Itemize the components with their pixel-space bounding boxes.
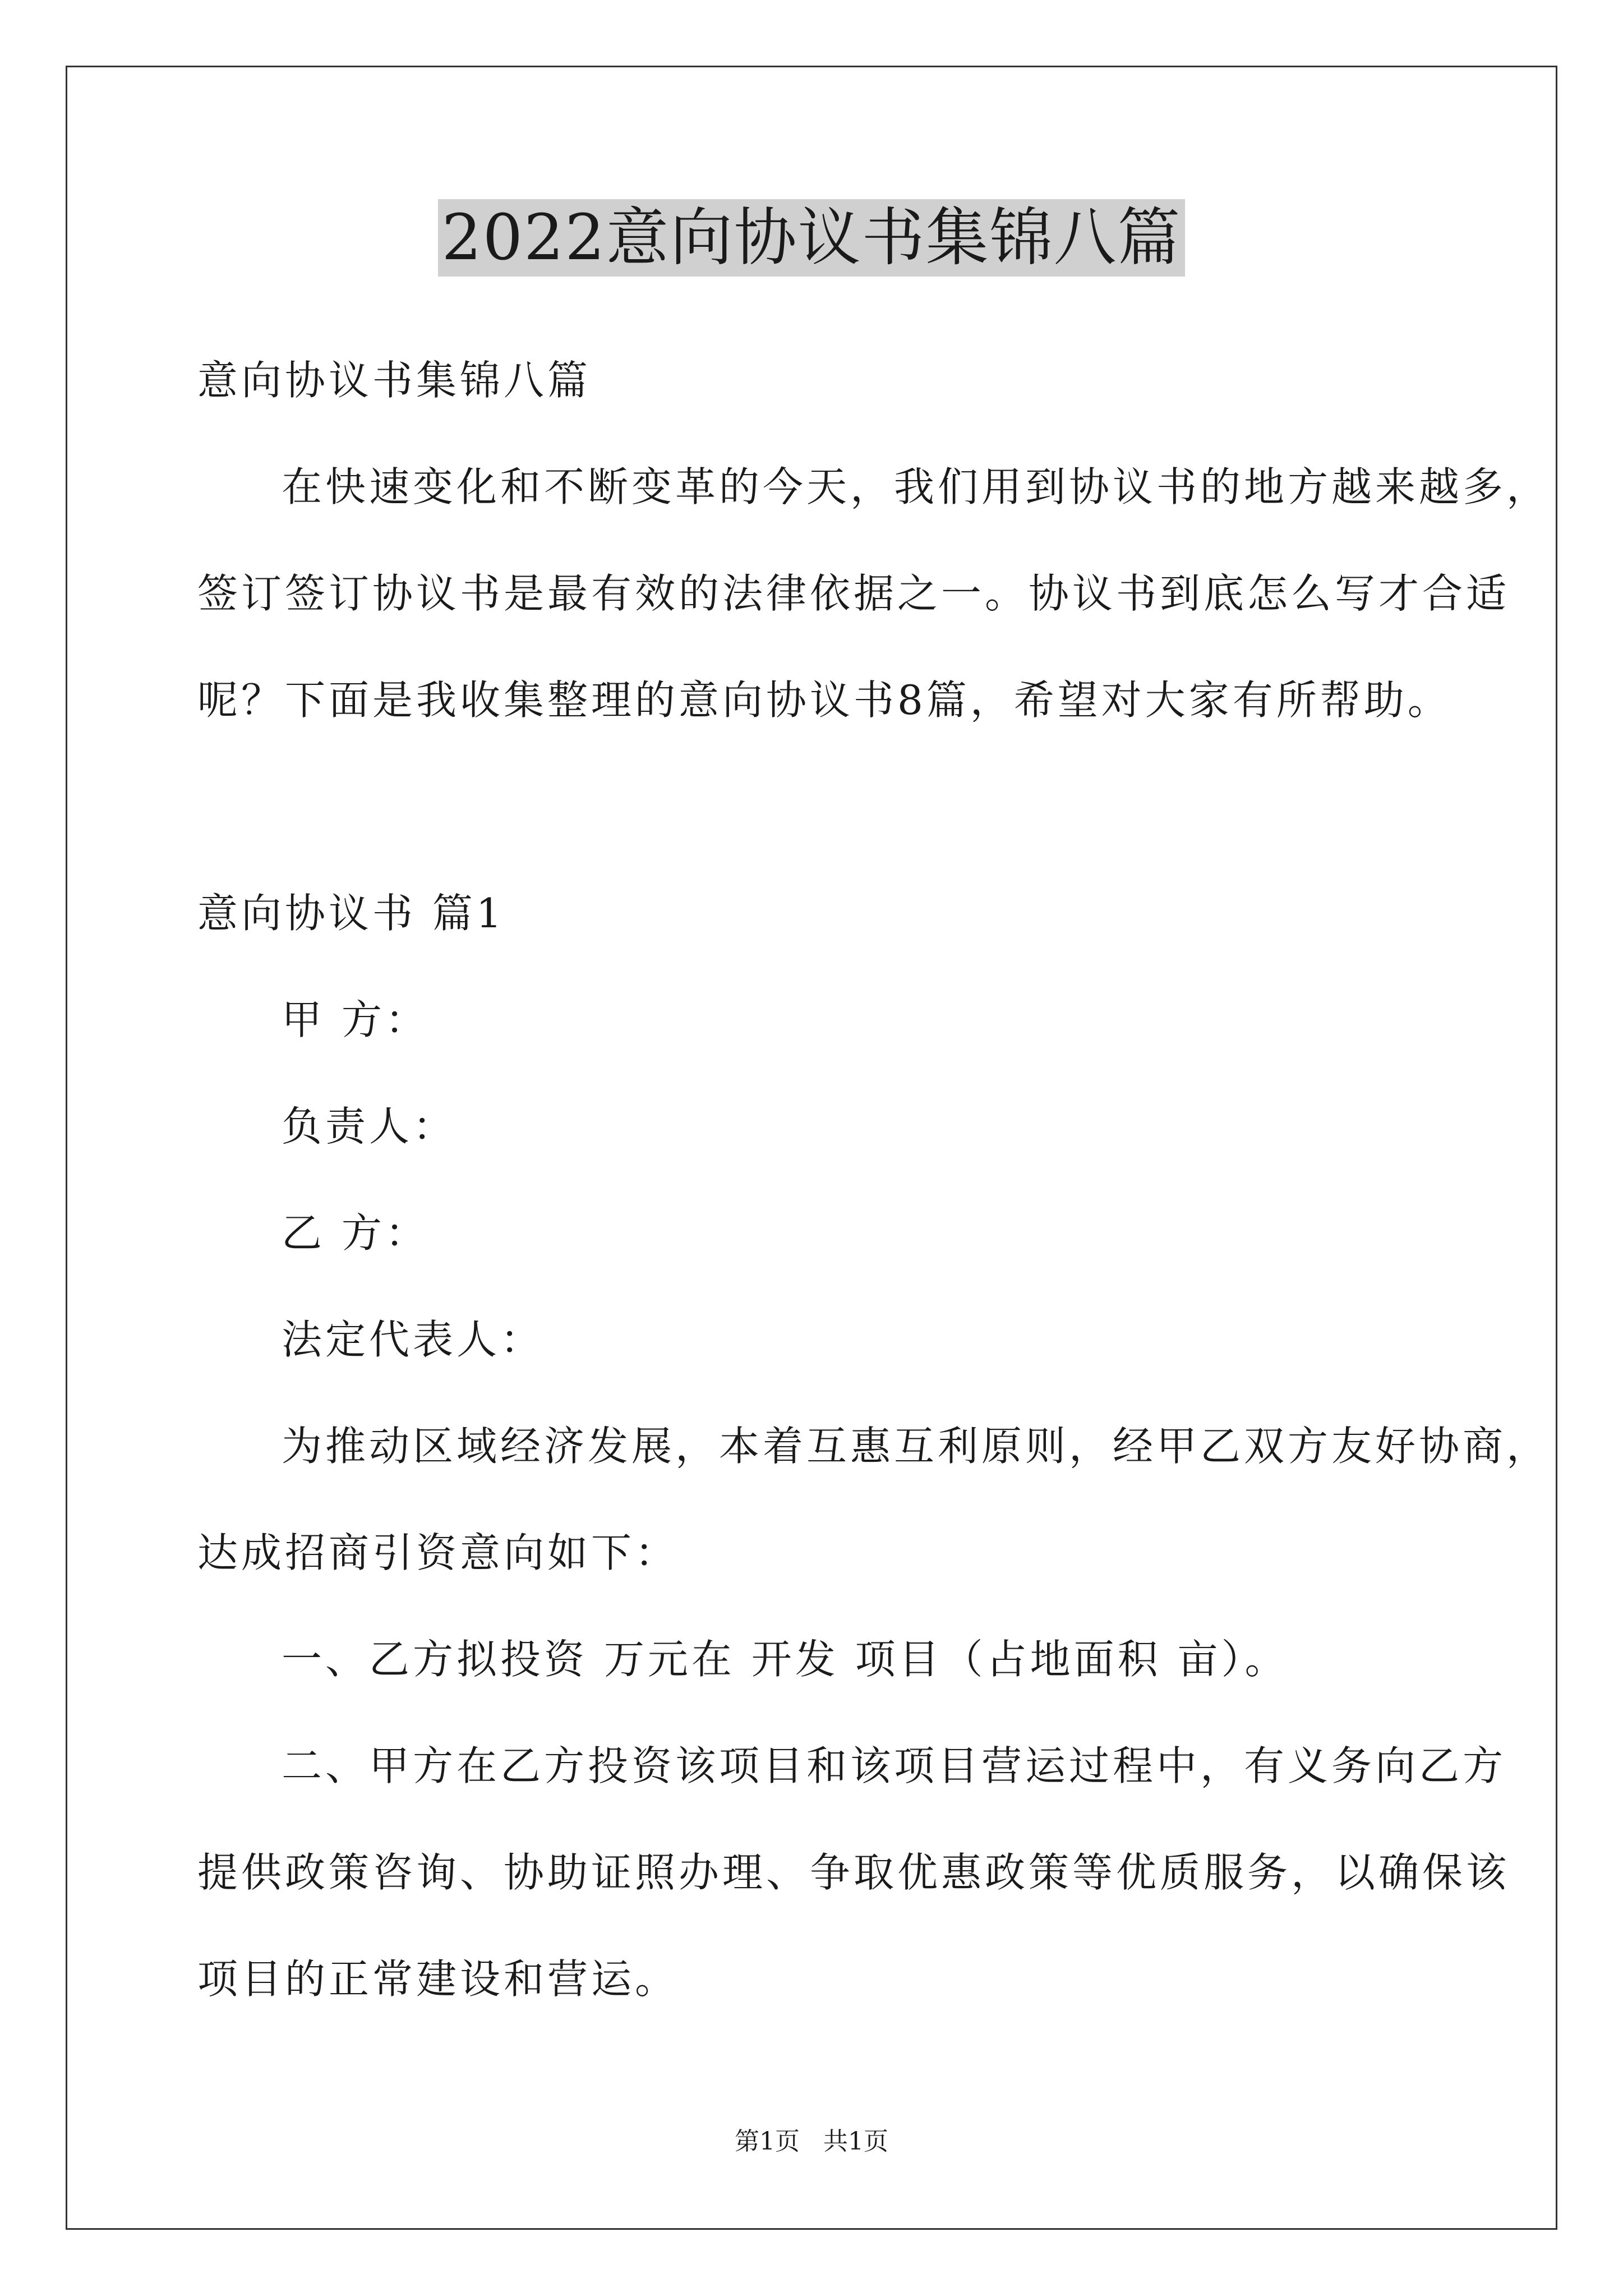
paragraph-1-line-2: 达成招商引资意向如下：	[197, 1529, 679, 1576]
title-container	[0, 199, 1623, 277]
legal-representative-label: 法定代表人：	[282, 1316, 545, 1363]
clause-2-line-2: 提供政策咨询、协助证照办理、争取优惠政策等优质服务，以确保该	[197, 1849, 1510, 1896]
intro-line-2: 签订签订协议书是最有效的法律依据之一。协议书到底怎么写才合适	[197, 570, 1510, 617]
page-number-total: 共1页	[823, 2127, 888, 2156]
intro-line-1: 在快速变化和不断变革的今天，我们用到协议书的地方越来越多，	[282, 463, 1551, 510]
clause-2-line-3: 项目的正常建设和营运。	[197, 1955, 679, 2003]
clause-1: 一、乙方拟投资 万元在 开发 项目（占地面积 亩）。	[282, 1636, 1289, 1683]
page-footer	[0, 2125, 1623, 2159]
document-subtitle: 意向协议书集锦八篇	[197, 357, 592, 404]
party-b-label: 乙 方：	[282, 1209, 429, 1257]
party-a-label: 甲 方：	[282, 996, 429, 1043]
document-title: 2022意向协议书集锦八篇	[438, 199, 1184, 277]
section-heading: 意向协议书 篇1	[197, 890, 505, 937]
intro-line-3: 呢？下面是我收集整理的意向协议书8篇，希望对大家有所帮助。	[197, 677, 1451, 724]
paragraph-1-line-1: 为推动区域经济发展，本着互惠互利原则，经甲乙双方友好协商，	[282, 1423, 1551, 1470]
person-in-charge-label: 负责人：	[282, 1103, 457, 1150]
clause-2-line-1: 二、甲方在乙方投资该项目和该项目营运过程中，有义务向乙方	[282, 1742, 1507, 1789]
page-number-current: 第1页	[735, 2127, 800, 2156]
